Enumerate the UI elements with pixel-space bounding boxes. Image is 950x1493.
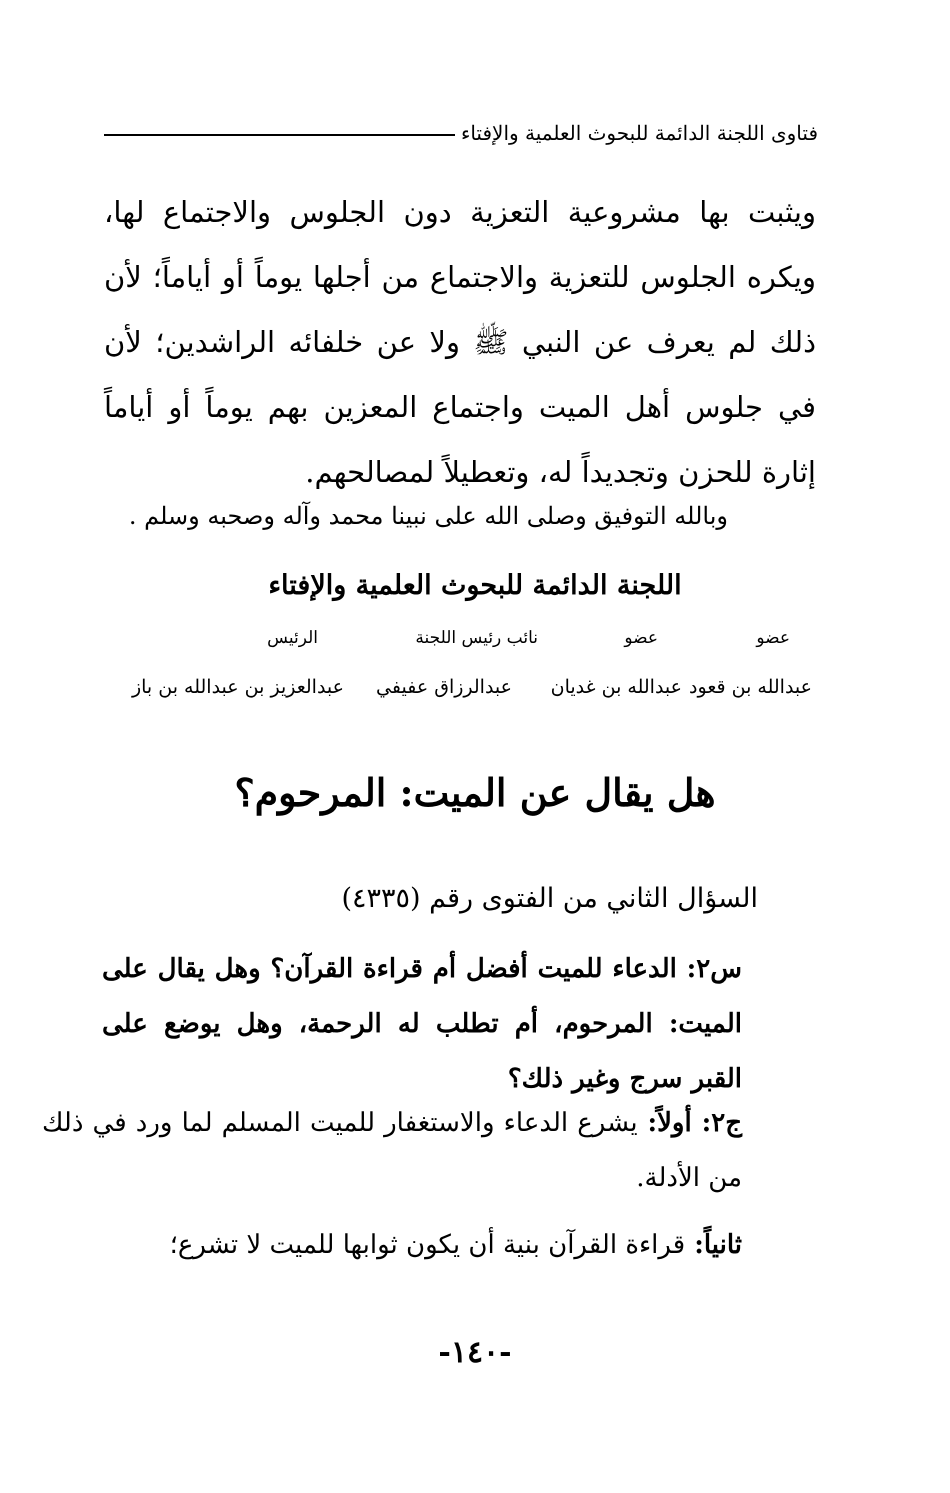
answer-second-lead: ثانياً: bbox=[685, 1230, 742, 1260]
answer-first bbox=[42, 1096, 742, 1206]
running-header bbox=[104, 118, 818, 148]
answer-second bbox=[42, 1218, 742, 1273]
header-rule bbox=[104, 134, 455, 136]
question-reference: السؤال الثاني من الفتوى رقم (٤٣٣٥) bbox=[341, 883, 758, 914]
signatory-role-2: عضو bbox=[624, 628, 658, 648]
signatory-role-3: نائب رئيس اللجنة bbox=[415, 628, 538, 648]
signatory-name-3: عبدالرزاق عفيفي bbox=[376, 676, 512, 698]
running-title: فتاوى اللجنة الدائمة للبحوث العلمية والإفتاء bbox=[460, 121, 818, 145]
answer-first-text: يشرع الدعاء والاستغفار للميت المسلم لما ورد في ذلك من الأدلة. bbox=[42, 1108, 742, 1193]
body-paragraph: ويثبت بها مشروعية التعزية دون الجلوس والاجتماع لها، ويكره الجلوس للتعزية والاجتماع من أجلها يوماً أو أياماً؛ لأن ذلك لم يعرف عن النبي ﷺ ولا عن خلفائه الراشدين؛ لأن في جلوس أهل الميت واجتماع المعزين بهم يوماً أو أياماً إثارة للحزن وتجديداً له، وتعطيلاً لمصالحهم. bbox=[104, 195, 816, 489]
section-title: هل يقال عن الميت: المرحوم؟ bbox=[234, 770, 716, 815]
answer-first-lead: أولاً: bbox=[637, 1108, 692, 1138]
signatory-role-1: عضو bbox=[756, 628, 790, 648]
answer-label: ج٢: bbox=[691, 1108, 742, 1138]
closing-line: وبالله التوفيق وصلى الله على نبينا محمد وآله وصحبه وسلم . bbox=[128, 502, 728, 530]
question-text: س٢: الدعاء للميت أفضل أم قراءة القرآن؟ وهل يقال على الميت: المرحوم، أم تطلب له الرحمة، وهل يوضع على القبر سرج وغير ذلك؟ bbox=[102, 954, 742, 1094]
page-number: -١٤٠- bbox=[438, 1335, 512, 1370]
committee-name: اللجنة الدائمة للبحوث العلمية والإفتاء bbox=[268, 570, 682, 601]
answer-second-text: قراءة القرآن بنية أن يكون ثوابها للميت لا تشرع؛ bbox=[169, 1230, 686, 1260]
signatory-role-4: الرئيس bbox=[267, 628, 318, 648]
signatory-name-1: عبدالله بن قعود bbox=[689, 676, 812, 698]
signatory-name-2: عبدالله بن غديان bbox=[550, 676, 682, 698]
signatory-name-4: عبدالعزيز بن عبدالله بن باز bbox=[131, 676, 344, 698]
